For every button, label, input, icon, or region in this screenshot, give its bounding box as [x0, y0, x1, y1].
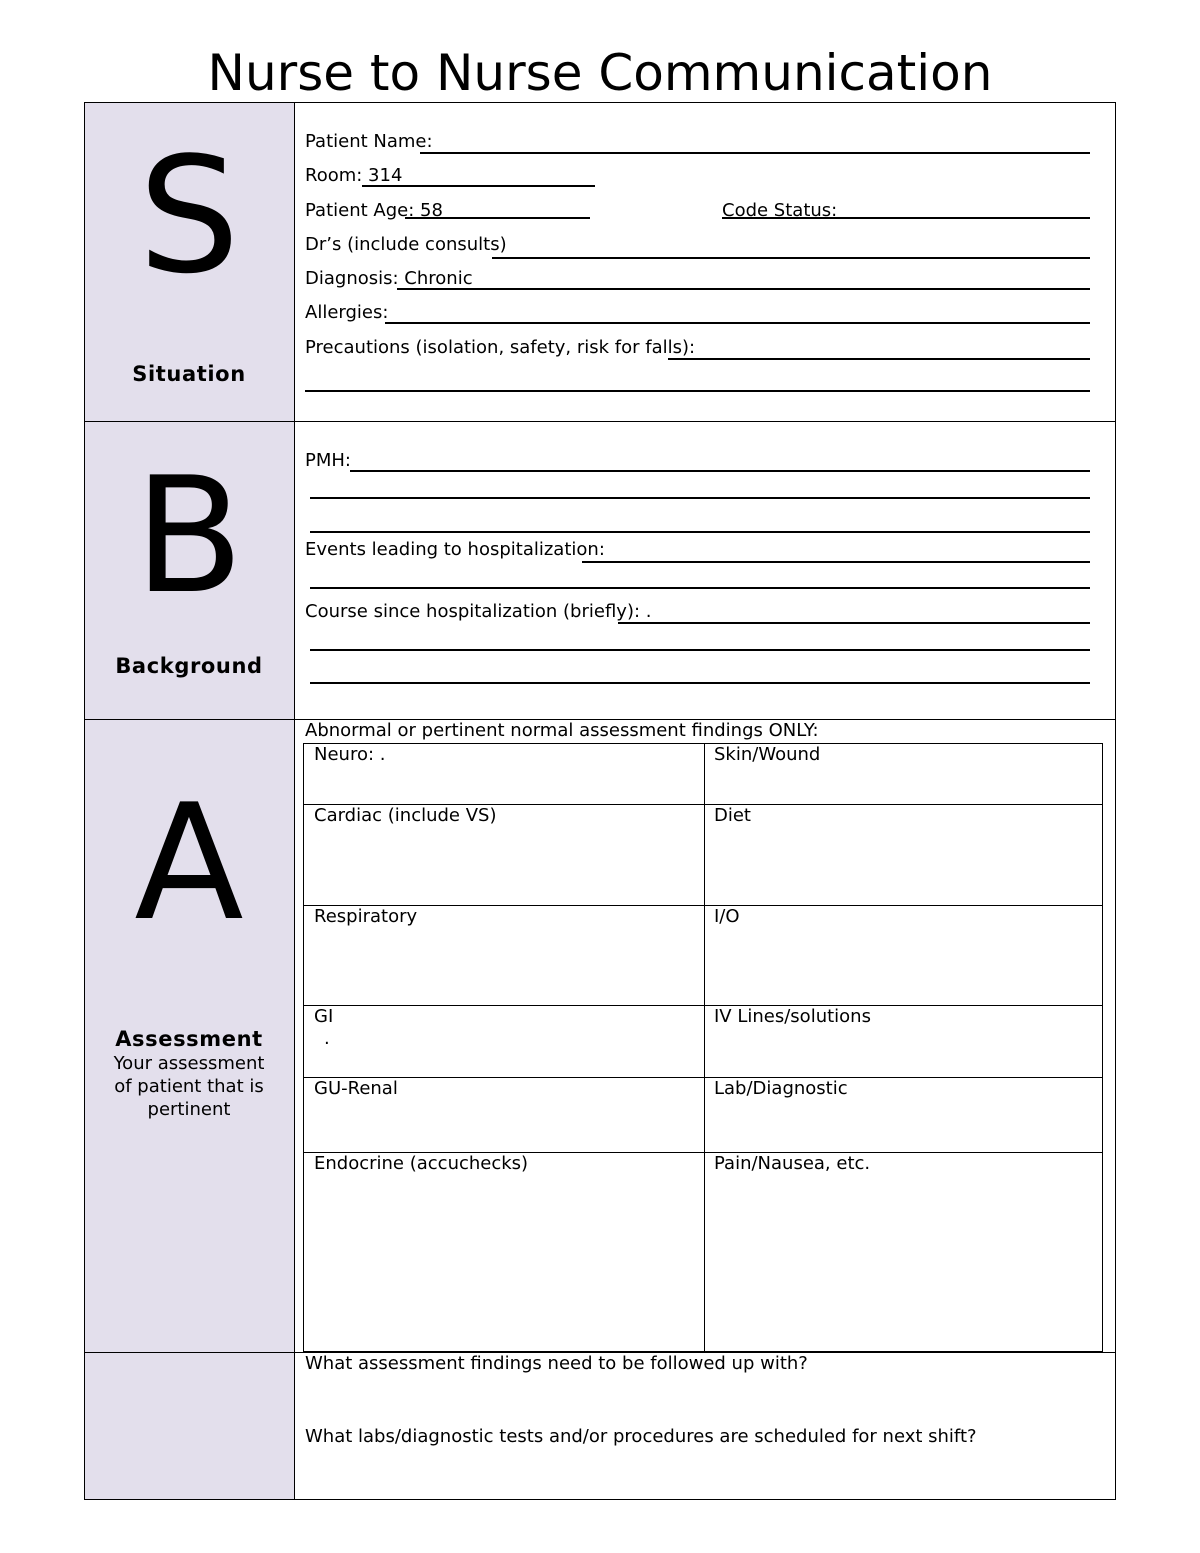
scheduled-tests-question: What labs/diagnostic tests and/or procedures are scheduled for next shift?: [305, 1426, 977, 1447]
neuro-cell[interactable]: [304, 744, 704, 804]
row-divider-s-b: [84, 421, 1116, 422]
drs-label: Dr’s (include consults): [305, 234, 507, 255]
skin-wound-cell[interactable]: [704, 744, 1102, 804]
followup-question: What assessment findings need to be followed up with?: [305, 1353, 808, 1374]
gi-cell[interactable]: [304, 1005, 704, 1077]
allergies-field[interactable]: [385, 322, 1090, 324]
assessment-letter: A: [134, 769, 244, 956]
course-field-line-3[interactable]: [310, 682, 1090, 684]
patient-age-value: : 58: [408, 200, 443, 221]
precautions-label: Precautions (isolation, safety, risk for falls):: [305, 337, 696, 358]
lab-diagnostic-cell[interactable]: [704, 1077, 1102, 1152]
respiratory-cell[interactable]: [304, 905, 704, 1005]
frame-top: [84, 102, 1116, 103]
room-label: Room: 314: [305, 165, 403, 186]
diagnosis-value: : Chronic: [392, 268, 473, 289]
pmh-field-line-2[interactable]: [310, 497, 1090, 499]
io-cell[interactable]: [704, 905, 1102, 1005]
pain-nausea-cell[interactable]: [704, 1152, 1102, 1350]
assessment-subtitle: Your assessment of patient that is pertinent: [113, 1053, 265, 1120]
patient-age-field[interactable]: [405, 217, 590, 219]
allergies-label: Allergies:: [305, 302, 389, 323]
patient-name-label: Patient Name:: [305, 131, 433, 152]
io-label: I/O: [714, 906, 740, 927]
pain-nausea-label: Pain/Nausea, etc.: [714, 1153, 871, 1174]
drs-field[interactable]: [492, 257, 1090, 259]
iv-lines-label: IV Lines/solutions: [714, 1006, 871, 1027]
code-status-field[interactable]: [722, 217, 1090, 219]
situation-letter: S: [138, 122, 240, 309]
gi-note: .: [324, 1028, 330, 1049]
page-title: Nurse to Nurse Communication: [207, 44, 993, 102]
assessment-heading: Assessment: [115, 1027, 263, 1051]
course-label: Course since hospitalization (briefly): .: [305, 601, 652, 622]
code-status-label: Code Status:: [722, 200, 838, 221]
endocrine-label: Endocrine (accuchecks): [314, 1153, 529, 1174]
events-label: Events leading to hospitalization:: [305, 539, 605, 560]
assessment-grid: [303, 743, 1103, 1352]
cardiac-label: Cardiac (include VS): [314, 805, 497, 826]
neuro-label: Neuro: .: [314, 744, 386, 765]
precautions-field[interactable]: [668, 358, 1090, 360]
lab-diagnostic-label: Lab/Diagnostic: [714, 1078, 848, 1099]
patient-name-field[interactable]: [420, 152, 1090, 154]
gi-label: GI: [314, 1006, 334, 1027]
skin-wound-label: Skin/Wound: [714, 744, 821, 765]
course-field[interactable]: [618, 622, 1090, 624]
cardiac-cell[interactable]: [304, 804, 704, 905]
precautions-field-line-2[interactable]: [305, 390, 1090, 392]
frame-bottom: [84, 1499, 1116, 1500]
column-divider: [294, 102, 295, 1500]
respiratory-label: Respiratory: [314, 906, 418, 927]
course-field-line-2[interactable]: [310, 649, 1090, 651]
diet-cell[interactable]: [704, 804, 1102, 905]
events-field[interactable]: [582, 561, 1090, 563]
frame-right: [1115, 102, 1116, 1500]
endocrine-cell[interactable]: [304, 1152, 704, 1350]
room-field[interactable]: [362, 185, 595, 187]
pmh-field-line-3[interactable]: [310, 531, 1090, 533]
diagnosis-field[interactable]: [397, 288, 1090, 290]
pmh-field[interactable]: [350, 470, 1090, 472]
iv-lines-cell[interactable]: [704, 1005, 1102, 1077]
background-heading: Background: [115, 654, 263, 678]
gu-renal-cell[interactable]: [304, 1077, 704, 1152]
situation-heading: Situation: [132, 362, 246, 386]
patient-age-label: Patient Age: 58: [305, 200, 443, 221]
events-field-line-2[interactable]: [310, 587, 1090, 589]
pmh-label: PMH:: [305, 450, 351, 471]
gu-renal-label: GU-Renal: [314, 1078, 398, 1099]
background-letter: B: [134, 442, 244, 629]
diagnosis-label: Diagnosis: Chronic: [305, 268, 473, 289]
room-value: : 314: [356, 165, 403, 186]
diet-label: Diet: [714, 805, 751, 826]
assessment-intro: Abnormal or pertinent normal assessment findings ONLY:: [305, 720, 819, 741]
